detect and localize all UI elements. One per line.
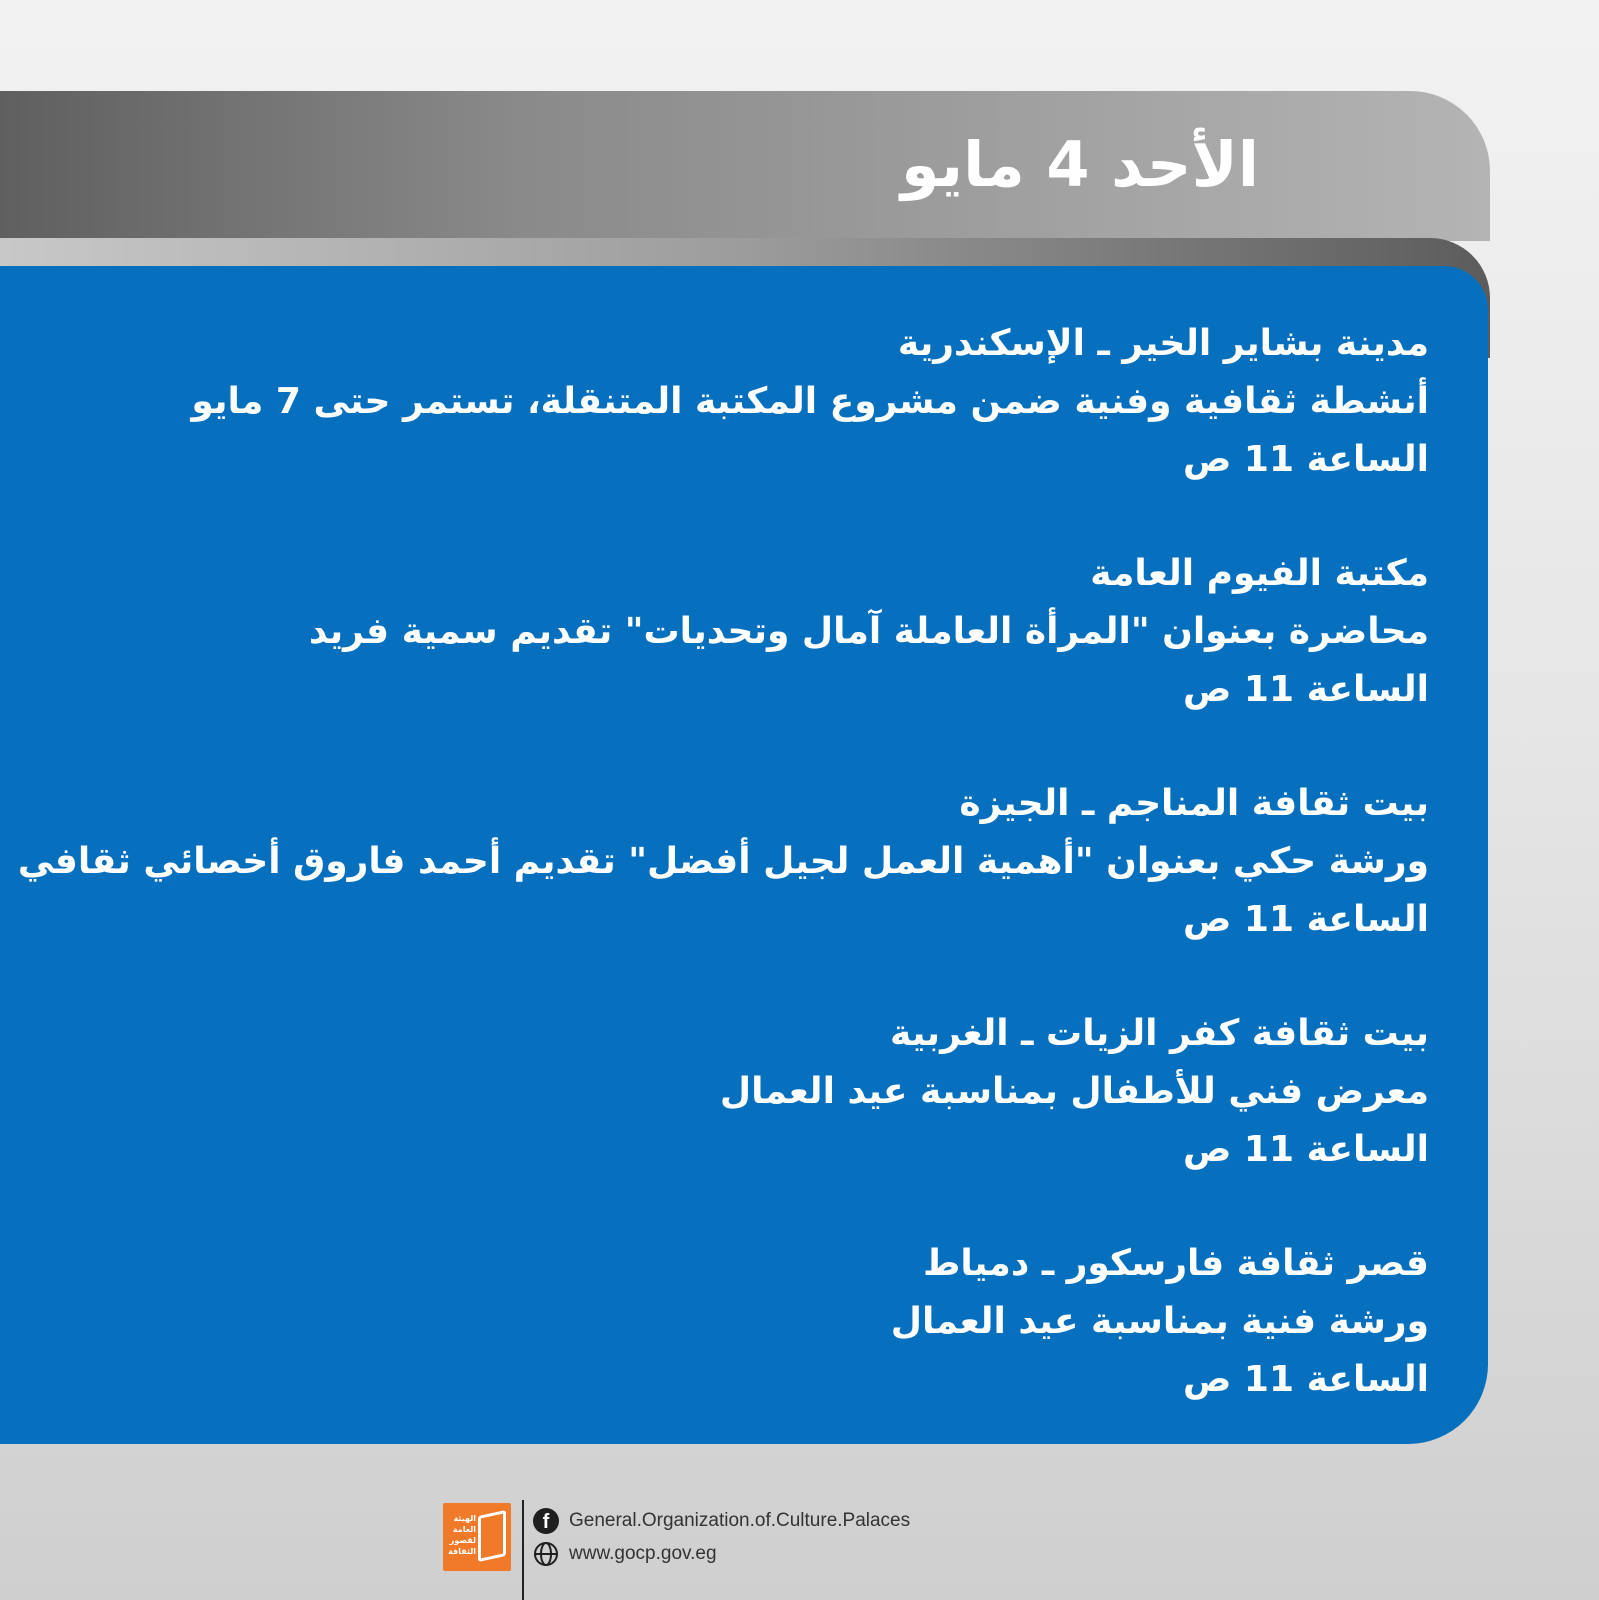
event-venue: بيت ثقافة المناجم ـ الجيزة: [959, 783, 1429, 824]
event-venue: مكتبة الفيوم العامة: [1090, 553, 1429, 594]
event-time: الساعة 11 ص: [1182, 1359, 1429, 1400]
event-item: [129, 315, 1429, 489]
event-item: [17, 775, 1429, 949]
globe-icon: [533, 1541, 559, 1567]
event-description: ورشة فنية بمناسبة عيد العمال: [890, 1301, 1429, 1342]
event-description: محاضرة بعنوان "المرأة العاملة آمال وتحديات" تقديم سمية فريد: [308, 611, 1429, 652]
event-description: أنشطة ثقافية وفنية ضمن مشروع المكتبة المتنقلة، تستمر حتى 7 مايو: [191, 381, 1429, 422]
event-description: ورشة حكي بعنوان "أهمية العمل لجيل أفضل" تقديم أحمد فاروق أخصائي ثقافي: [17, 841, 1429, 882]
header-bar: [0, 91, 1490, 241]
event-venue: بيت ثقافة كفر الزيات ـ الغربية: [890, 1013, 1429, 1054]
event-venue: مدينة بشاير الخير ـ الإسكندرية: [897, 323, 1429, 364]
event-description: معرض فني للأطفال بمناسبة عيد العمال: [719, 1071, 1429, 1112]
page-title: الأحد 4 مايو: [900, 128, 1259, 201]
footer: [443, 1500, 963, 1600]
event-item: [129, 1005, 1429, 1179]
website-row[interactable]: [533, 1539, 717, 1569]
event-time: الساعة 11 ص: [1182, 1129, 1429, 1170]
facebook-row[interactable]: [533, 1506, 910, 1536]
facebook-icon: f: [533, 1508, 559, 1534]
footer-divider: [522, 1500, 524, 1600]
gocp-logo: [443, 1503, 511, 1571]
event-time: الساعة 11 ص: [1182, 669, 1429, 710]
logo-text: الهيئة العامة لقصور الثقافة: [448, 1514, 476, 1556]
website-link[interactable]: www.gocp.gov.eg: [569, 1543, 717, 1564]
event-time: الساعة 11 ص: [1182, 899, 1429, 940]
event-item: [129, 1235, 1429, 1409]
logo-mark-icon: [478, 1510, 506, 1562]
event-item: [129, 545, 1429, 719]
events-list: [17, 315, 1429, 1465]
event-venue: قصر ثقافة فارسكور ـ دمياط: [922, 1243, 1429, 1284]
event-time: الساعة 11 ص: [1182, 439, 1429, 480]
facebook-link[interactable]: General.Organization.of.Culture.Palaces: [569, 1510, 911, 1531]
